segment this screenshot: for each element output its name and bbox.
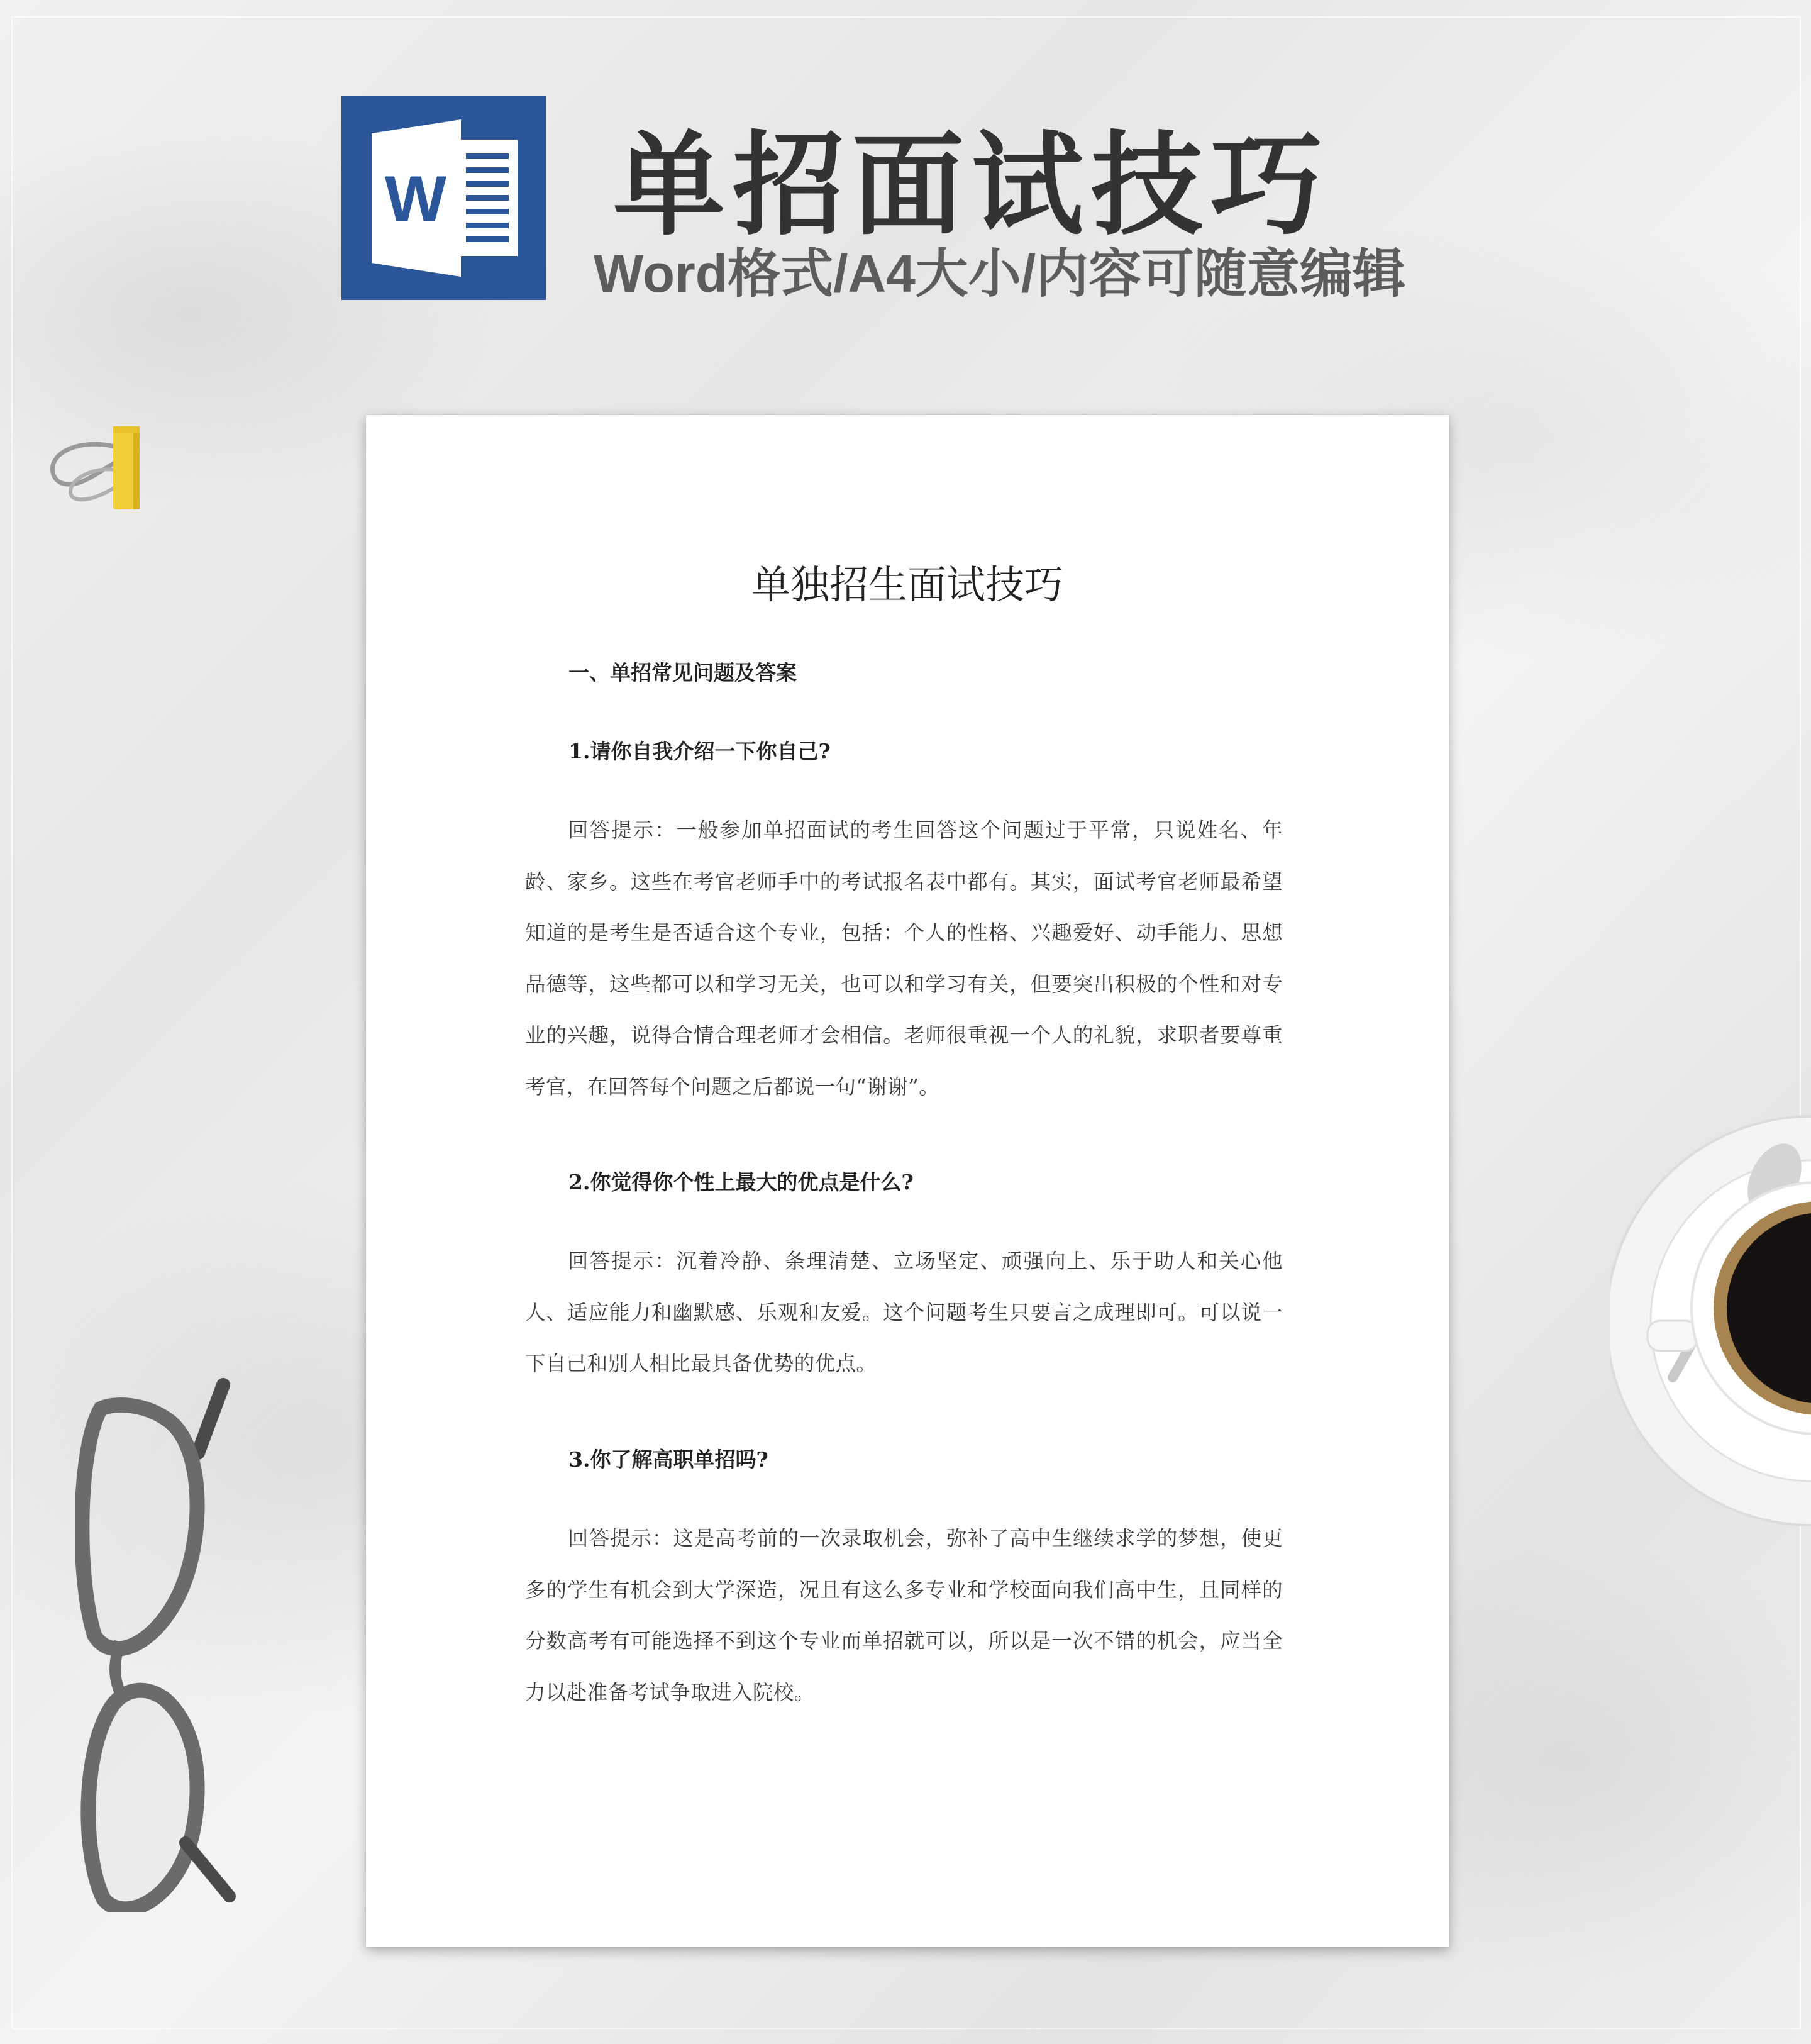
page-title: 单招面试技巧	[613, 123, 1330, 248]
coffee-cup-icon	[1610, 1113, 1811, 1528]
word-logo-letter: W	[384, 163, 447, 236]
eyeglasses-icon	[75, 1371, 252, 1912]
answer-3: 回答提示：这是高考前的一次录取机会，弥补了高中生继续求学的梦想，使更多的学生有机会到大学深造，况且有这么多专业和学校面向我们高中生，且同样的分数高考有可能选择不到这个专业而单招就可以，所以是一次不错的机会，应当全力以赴准备考试争取进入院校。	[525, 1526, 1283, 1704]
question-1: 1.请你自我介绍一下你自己?	[568, 739, 831, 764]
answer-1: 回答提示：一般参加单招面试的考生回答这个问题过于平常，只说姓名、年龄、家乡。这些在考官老师手中的考试报名表中都有。其实，面试考官老师最希望知道的是考生是否适合这个专业，包括：个人的性格、兴趣爱好、动手能力、思想品德等，这些都可以和学习无关，也可以和学习有关，但要突出积极的个性和对专业的兴趣，说得合情合理老师才会相信。老师很重视一个人的礼貌，求职者要尊重考官，在回答每个问题之后都说一句“谢谢”。	[525, 818, 1283, 1099]
document-title: 单独招生面试技巧	[751, 562, 1063, 608]
answer-2: 回答提示：沉着冷静、条理清楚、立场坚定、顽强向上、乐于助人和关心他人、适应能力和幽默感、乐观和友爱。这个问题考生只要言之成理即可。可以说一下自己和别人相比最具备优势的优点。	[525, 1249, 1283, 1375]
question-2: 2.你觉得你个性上最大的优点是什么?	[568, 1170, 914, 1194]
question-3: 3.你了解高职单招吗?	[568, 1447, 768, 1472]
document-page	[366, 415, 1449, 1947]
page-subtitle: Word格式/A4大小/内容可随意编辑	[594, 244, 1406, 303]
section-heading: 一、单招常见问题及答案	[568, 660, 797, 685]
word-logo-icon	[341, 96, 546, 300]
binder-clip-icon	[45, 421, 158, 516]
